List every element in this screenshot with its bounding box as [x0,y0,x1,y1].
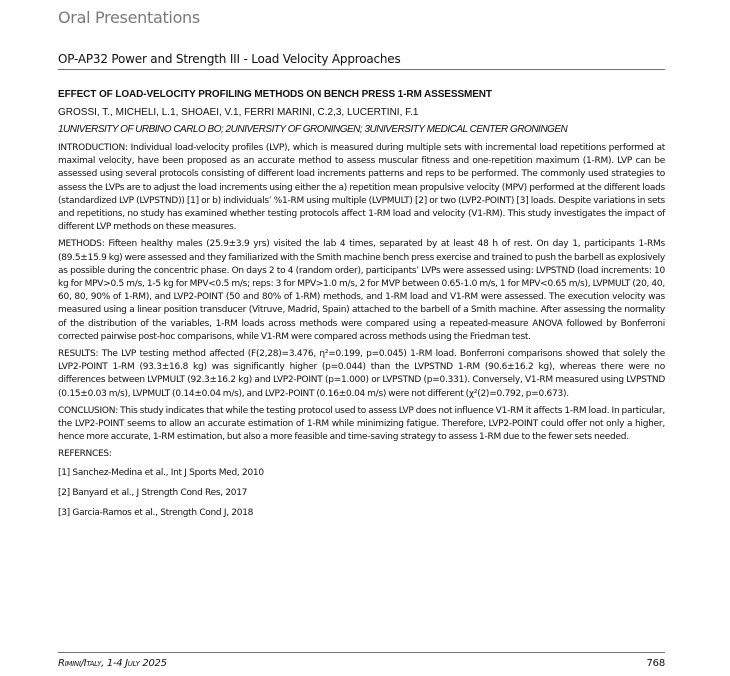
reference-item: [1] Sanchez-Medina et al., Int J Sports Med, 2010 [58,468,264,479]
abstract-authors: GROSSI, T., MICHELI, L.1, SHOAEI, V.1, FERRI MARINI, C.2,3, LUCERTINI, F.1 [58,107,419,118]
page-number: 768 [646,658,665,669]
reference-item: [3] Garcia-Ramos et al., Strength Cond J, 2018 [58,508,254,519]
section-header: Oral Presentations [58,8,200,27]
methods-paragraph: METHODS: Fifteen healthy males (25.9±3.9 yrs) visited the lab 4 times, separated by at least 48 h of rest. On day 1, participants 1-RMs (89.5±15.9 kg) were assessed and they familiarized with the Smith machine bench press exercise and trained to push the barbell as explosively as possible during the concentric phase. On days 2 to 4 (random order), participants’ LVPs were assessed using: LVPSTND (load increments: 10 kg for MPV>0.5 m/s, 1-5 kg for MPV<0.5 m/s; reps: 3 for MPV>1.0 m/s, 2 for MVP between 0.65-1.0 m/s, 1 for MPV<0.65 m/s), LVPMULT (20, 40, 60, 80, 90% of 1-RM), and LVP2-POINT (50 and 80% of 1-RM) methods, and 1-RM load and V1-RM were assessed. The execution velocity was measured using a linear position transducer (Vitruve, Madrid, Spain) attached to the barbell of a Smith machine. After assessing the normality of the distribution of the variables, 1-RM loads across methods were compared using a repeated-measure ANOVA followed by Bonferroni corrected pairwise post-hoc comparisons, while V1-RM were compared across methods using the Friedman test. [58,239,665,342]
introduction-paragraph: INTRODUCTION: Individual load-velocity profiles (LVP), which is measured during multiple sets with incremental load repetitions performed at maximal velocity, have been proposed as an accurate method to assess muscular fitness and one-repetition maximum (1-RM). LVP can be assessed using several protocols consisting of different load increments patterns and reps to be performed. The commonly used strategies to assess the LVPs are to adjust the load increments using either the a) repetition mean propulsive velocity (MPV) performed at the different loads (standardized LVP (LVPSTND)) [1] or b) individuals’ %1-RM using multiple (LVPMULT) [2] or two (LVP2-POINT) [3] loads. Despite variations in sets and repetitions, no study has examined whether testing protocols affect 1-RM load and velocity (V1-RM). This study investigates the impact of different LVP methods on these measures. [58,143,665,233]
session-title: OP-AP32 Power and Strength III - Load Velocity Approaches [58,52,665,70]
abstract-title: EFFECT OF LOAD-VELOCITY PROFILING METHODS ON BENCH PRESS 1-RM ASSESSMENT [58,89,492,100]
footer-location-date: Rimini/Italy, 1-4 July 2025 [58,658,167,669]
references-label: REFERNCES: [58,449,112,460]
results-paragraph: RESULTS: The LVP testing method affected (F(2,28)=3.476, η²=0.199, p=0.045) 1-RM load. Bonferroni comparisons showed that solely the LVP2-POINT 1-RM (93.3±16.8 kg) was significantly higher (p=0.044) than the LVPSTND 1-RM (90.6±16.2 kg), whereas there were no differences between LVPMULT (92.3±16.2 kg) and LVP2-POINT (p=1.000) or LVPSTND (p=0.331). Conversely, V1-RM measured using LVPSTND (0.15±0.03 m/s), LVPMULT (0.14±0.04 m/s), and LVP2-POINT (0.16±0.04 m/s) were not different (χ²(2)=0.792, p=0.673). [58,349,665,399]
reference-item: [2] Banyard et al., J Strength Cond Res, 2017 [58,488,248,499]
abstract [58,88,665,527]
conclusion-paragraph: CONCLUSION: This study indicates that while the testing protocol used to assess LVP does not influence V1-RM it affects 1-RM load. In particular, the LVP2-POINT seems to allow an accurate estimation of 1-RM while minimizing fatigue. Therefore, LVP2-POINT could offer not only a higher, hence more accurate, 1-RM estimation, but also a more feasible and time-saving strategy to assess 1-RM due to the fewer sets needed. [58,405,665,443]
abstract-affiliations: 1UNIVERSITY OF URBINO CARLO BO; 2UNIVERSITY OF GRONINGEN; 3UNIVERSITY MEDICAL CENTER GRONINGEN [58,124,568,135]
page-footer [58,652,665,669]
